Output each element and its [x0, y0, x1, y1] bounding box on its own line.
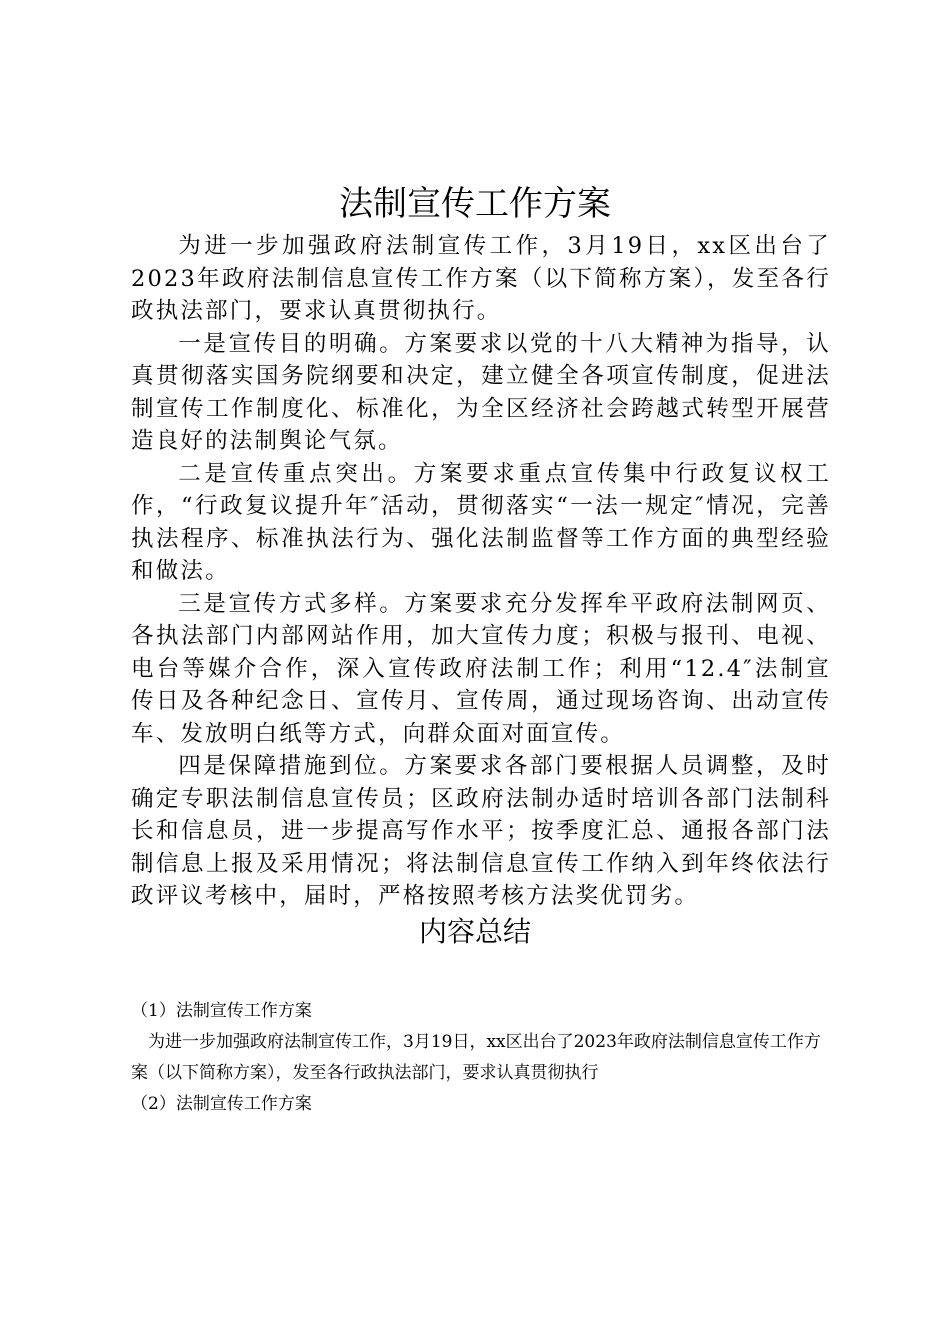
summary-item-1-text: 为进一步加强政府法制宣传工作，3月19日，xx区出台了2023年政府法制信息宣传工作方案（以下简称方案），发至各行政执法部门，要求认真贯彻执行: [131, 1032, 821, 1083]
document-title: 法制宣传工作方案: [339, 184, 611, 224]
paragraph-focus: 二是宣传重点突出。方案要求重点宣传集中行政复议权工作，“行政复议提升年″活动，贯彻落实“一法一规定″情况，完善执法程序、标准执法行为、强化法制监督等工作方面的典型经验和做法。: [131, 460, 831, 584]
summary-item-1-heading: （1）法制宣传工作方案: [131, 1001, 312, 1021]
summary-section: [131, 996, 831, 1120]
document-body: [131, 230, 831, 913]
paragraph-methods: 三是宣传方式多样。方案要求充分发挥牟平政府法制网页、各执法部门内部网站作用，加大宣传力度；积极与报刊、电视、电台等媒介合作，深入宣传政府法制工作；利用“12.4″法制宣传日及各种纪念日、宣传月、宣传周，通过现场咨询、出动宣传车、发放明白纸等方式，向群众面对面宣传。: [131, 590, 831, 747]
paragraph-goal: 一是宣传目的明确。方案要求以党的十八大精神为指导，认真贯彻落实国务院纲要和决定，建立健全各项宣传制度，促进法制宣传工作制度化、标准化，为全区经济社会跨越式转型开展营造良好的法制舆论气氛。: [131, 330, 831, 454]
paragraph-intro: 为进一步加强政府法制宣传工作，3月19日，xx区出台了2023年政府法制信息宣传工作方案（以下简称方案），发至各行政执法部门，要求认真贯彻执行。: [131, 233, 831, 324]
paragraph-safeguards: 四是保障措施到位。方案要求各部门要根据人员调整，及时确定专职法制信息宣传员；区政府法制办适时培训各部门法制科长和信息员，进一步提高写作水平；按季度汇总、通报各部门法制信息上报及采用情况；将法制信息宣传工作纳入到年终依法行政评议考核中，届时，严格按照考核方法奖优罚劣。: [131, 753, 831, 909]
summary-title: 内容总结: [418, 915, 531, 948]
summary-item-2-heading: （2）法制宣传工作方案: [131, 1094, 312, 1114]
